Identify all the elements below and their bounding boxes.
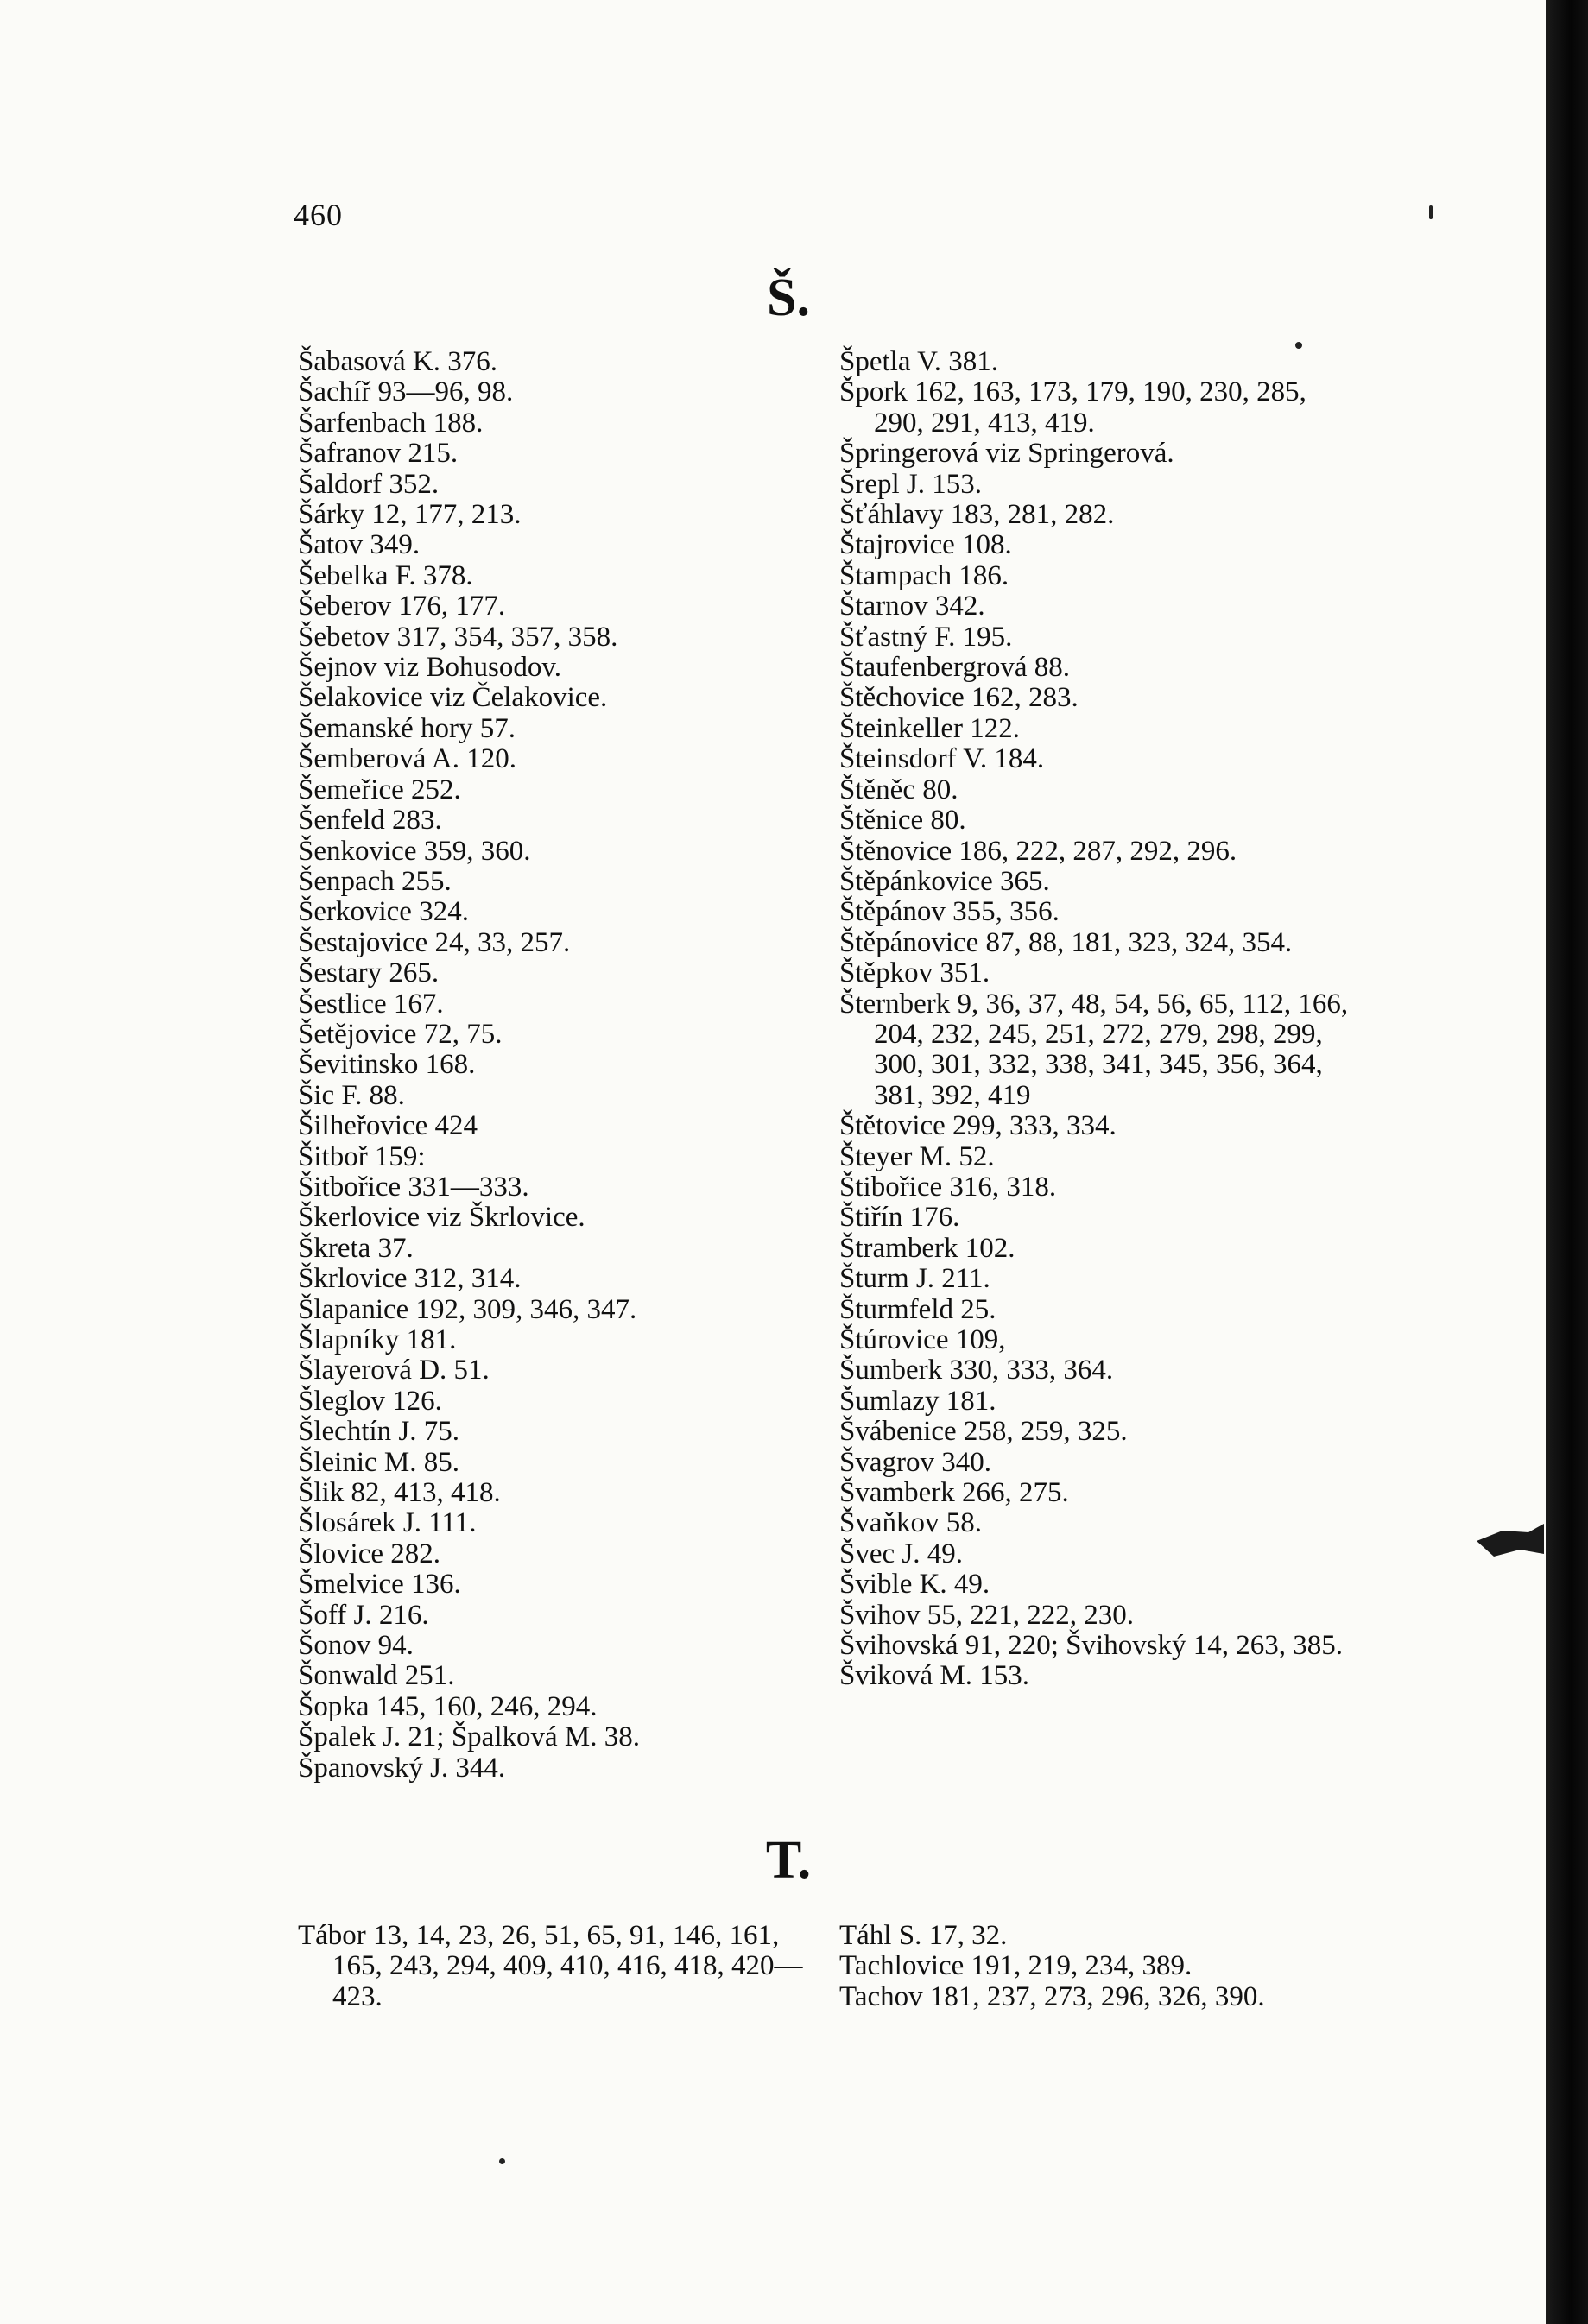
index-entry: Šturmfeld 25. — [839, 1293, 996, 1325]
index-entry: Šejnov viz Bohusodov. — [298, 652, 561, 684]
index-entry: Šonov 94. — [298, 1630, 414, 1662]
index-entry: Štěchovice 162, 283. — [839, 682, 1079, 714]
index-entry: Šárky 12, 177, 213. — [298, 499, 522, 531]
index-entry: Šestary 265. — [298, 957, 440, 989]
index-entry: Štaufenbergrová 88. — [839, 652, 1070, 684]
index-entry: Šitboř 159: — [298, 1140, 426, 1172]
index-entry: Špalek J. 21; Špalková M. 38. — [298, 1721, 640, 1753]
index-entry: Šoff J. 216. — [298, 1599, 429, 1631]
index-entry: Štiřín 176. — [839, 1202, 960, 1234]
index-entry: Šopka 145, 160, 246, 294. — [298, 1690, 598, 1722]
index-entry: Tachlovice 191, 219, 234, 389. — [839, 1950, 1193, 1982]
index-entry: Šťastný F. 195. — [839, 621, 1013, 653]
index-entry: Štěpánovice 87, 88, 181, 323, 324, 354. — [839, 926, 1293, 958]
index-entry: Špetla V. 381. — [839, 346, 998, 377]
index-entry: Špringerová viz Springerová. — [839, 438, 1174, 470]
index-entry: Šaldorf 352. — [298, 468, 440, 500]
index-entry: Škrlovice 312, 314. — [298, 1263, 522, 1295]
index-entry: Švihov 55, 221, 222, 230. — [839, 1599, 1135, 1631]
index-entry: Štěpánov 355, 356. — [839, 896, 1060, 928]
index-entry: Štúrovice 109, — [839, 1324, 1006, 1355]
index-entry: Šlayerová D. 51. — [298, 1355, 490, 1386]
index-entry: Šebetov 317, 354, 357, 358. — [298, 621, 618, 653]
index-entry: Šmelvice 136. — [298, 1569, 461, 1601]
index-entry: Štětovice 299, 333, 334. — [839, 1110, 1117, 1142]
index-entry: Štěpkov 351. — [839, 957, 990, 989]
index-entry: Šebelka F. 378. — [298, 559, 473, 591]
scan-speck — [1429, 205, 1433, 219]
index-entry: Šrepl J. 153. — [839, 468, 982, 500]
index-entry: Šenkovice 359, 360. — [298, 835, 531, 867]
index-entry: Šestajovice 24, 33, 257. — [298, 926, 571, 958]
section-heading-t: T. — [765, 1831, 812, 1890]
index-entry: Švec J. 49. — [839, 1538, 963, 1569]
index-entry: Šturm J. 211. — [839, 1263, 990, 1295]
index-entry: Šenfeld 283. — [298, 805, 442, 837]
index-entry: Švamberk 266, 275. — [839, 1477, 1069, 1509]
index-entry: Šafranov 215. — [298, 438, 459, 470]
index-entry: Špork 162, 163, 173, 179, 190, 230, 285, 290, 291, 413, 419. — [839, 376, 1306, 439]
index-entry: Šabasová K. 376. — [298, 346, 497, 377]
index-entry: Štramberk 102. — [839, 1232, 1015, 1264]
index-entry: Švihovská 91, 220; Švihovský 14, 263, 385. — [839, 1630, 1344, 1662]
index-entry: Štarnov 342. — [839, 590, 985, 622]
index-entry: Švagrov 340. — [839, 1446, 991, 1478]
scan-blot — [1468, 1506, 1546, 1567]
index-entry: Šternberk 9, 36, 37, 48, 54, 56, 65, 112, 166, 204, 232, 245, 251, 272, 279, 298, 299, 300, 301, 332, 338, 341, 345, 356, 364, 381, 392, 419 — [839, 988, 1349, 1111]
index-entry: Štibořice 316, 318. — [839, 1171, 1057, 1203]
index-entry: Šerkovice 324. — [298, 896, 469, 928]
index-entry: Šumberk 330, 333, 364. — [839, 1355, 1114, 1386]
index-entry: Šlik 82, 413, 418. — [298, 1477, 501, 1509]
index-entry: Táhl S. 17, 32. — [839, 1920, 1008, 1951]
index-entry: Šlapníky 181. — [298, 1324, 457, 1355]
index-entry: Šelakovice viz Čelakovice. — [298, 682, 608, 714]
index-entry: Šleglov 126. — [298, 1385, 442, 1417]
scan-speck — [1295, 342, 1302, 349]
index-entry: Šteinkeller 122. — [839, 712, 1020, 744]
index-entry: Šlosárek J. 111. — [298, 1507, 477, 1539]
index-entry: Šlapanice 192, 309, 346, 347. — [298, 1293, 637, 1325]
index-entry: Šumlazy 181. — [839, 1385, 996, 1417]
index-column-s-right — [839, 347, 1357, 1692]
index-entry: Tachov 181, 237, 273, 296, 326, 390. — [839, 1980, 1265, 2012]
index-entry: Štěnovice 186, 222, 287, 292, 296. — [839, 835, 1237, 867]
index-entry: Šestlice 167. — [298, 988, 444, 1020]
index-entry: Škreta 37. — [298, 1232, 414, 1264]
index-entry: Šilheřovice 424 — [298, 1110, 478, 1142]
index-entry: Šlechtín J. 75. — [298, 1416, 459, 1448]
scan-speck — [499, 2158, 505, 2164]
index-entry: Šemberová A. 120. — [298, 743, 516, 775]
index-entry: Šachíř 93—96, 98. — [298, 376, 514, 408]
index-entry: Švábenice 258, 259, 325. — [839, 1416, 1128, 1448]
index-entry: Šemeřice 252. — [298, 774, 461, 805]
index-entry: Šitbořice 331—333. — [298, 1171, 529, 1203]
index-column-s-left — [298, 347, 781, 1784]
index-entry: Šlovice 282. — [298, 1538, 440, 1569]
index-entry: Šarfenbach 188. — [298, 407, 484, 439]
index-entry: Šetějovice 72, 75. — [298, 1018, 503, 1050]
page-number: 460 — [294, 198, 343, 232]
index-entry: Švaňkov 58. — [839, 1507, 982, 1539]
index-entry: Šviková M. 153. — [839, 1660, 1030, 1692]
index-entry: Šenpach 255. — [298, 865, 452, 897]
scan-edge — [1546, 0, 1588, 2324]
index-entry: Šatov 349. — [298, 529, 421, 561]
index-entry: Šeberov 176, 177. — [298, 590, 506, 622]
index-entry: Šťáhlavy 183, 281, 282. — [839, 499, 1115, 531]
index-entry: Štampach 186. — [839, 559, 1009, 591]
index-entry: Škerlovice viz Škrlovice. — [298, 1202, 585, 1234]
index-entry: Šteinsdorf V. 184. — [839, 743, 1045, 775]
index-column-t-right — [839, 1921, 1357, 2012]
index-entry: Ševitinsko 168. — [298, 1049, 476, 1081]
index-entry: Šteyer M. 52. — [839, 1140, 995, 1172]
index-entry: Štěněc 80. — [839, 774, 958, 805]
index-column-t-left — [298, 1921, 816, 2012]
index-entry: Šemanské hory 57. — [298, 712, 516, 744]
index-entry: Šic F. 88. — [298, 1079, 405, 1111]
index-entry: Štěpánkovice 365. — [839, 865, 1050, 897]
index-entry: Štěnice 80. — [839, 805, 966, 837]
index-entry: Šleinic M. 85. — [298, 1446, 459, 1478]
index-entry: Šonwald 251. — [298, 1660, 455, 1692]
index-entry: Švible K. 49. — [839, 1569, 990, 1601]
section-heading-s: Š. — [767, 268, 810, 327]
index-entry: Štajrovice 108. — [839, 529, 1012, 561]
index-entry: Španovský J. 344. — [298, 1752, 506, 1784]
index-entry: Tábor 13, 14, 23, 26, 51, 65, 91, 146, 161, 165, 243, 294, 409, 410, 416, 418, 420—423. — [298, 1920, 803, 2012]
